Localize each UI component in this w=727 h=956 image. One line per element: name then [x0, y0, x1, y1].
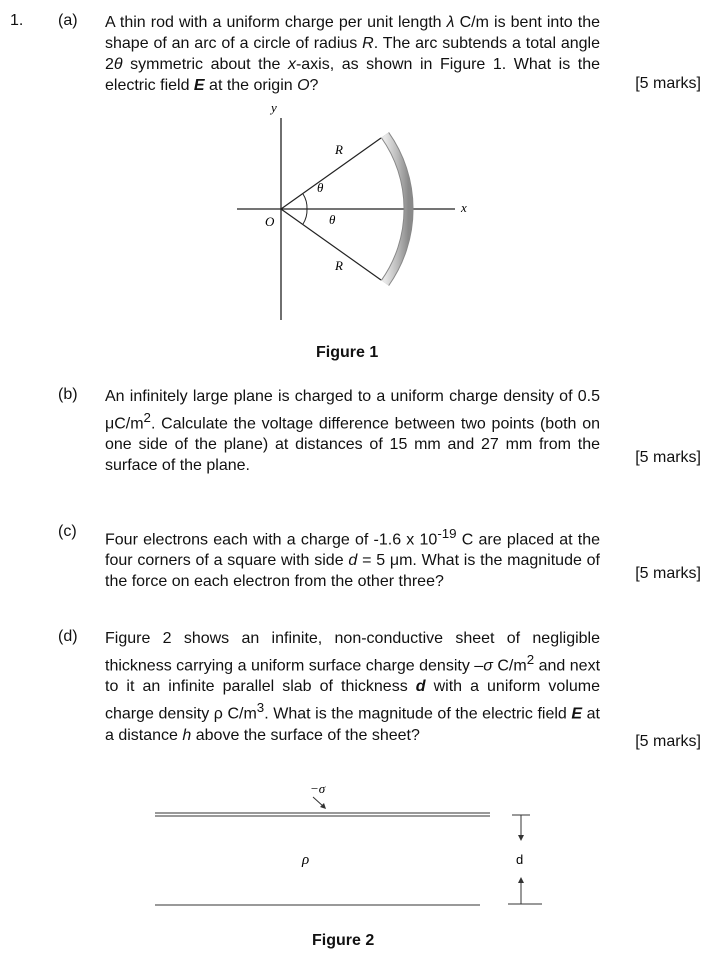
label-origin: O	[265, 214, 275, 229]
part-a-text: A thin rod with a uniform charge per unit length λ C/m is bent into the shape of an arc of a circle of radius R. The arc subtends a total angle 2θ symmetric about the x-axis, as shown in Figure 1. What is the electric field E at the origin O?	[105, 14, 600, 94]
label-theta-lower: θ	[329, 212, 336, 227]
figure-1-caption: Figure 1	[316, 344, 379, 361]
part-b-marks: [5 marks]	[635, 449, 701, 466]
radius-upper	[281, 138, 381, 209]
part-a-label: (a)	[58, 12, 78, 29]
angle-arc-upper	[303, 194, 307, 209]
part-d-text: Figure 2 shows an infinite, non-conductive sheet of negligible thickness carrying a uniform surface charge density –σ $C/m^2$ and next to it an infinite parallel slab of thickness d with a uniform volume charge density ρ $C/m^3$. What is the magnitude of the electric field E at a distance h above the surface of the sheet?	[105, 630, 601, 744]
angle-arc-lower	[303, 209, 307, 224]
label-y: y	[271, 100, 277, 115]
figure-2-caption: Figure 2	[312, 932, 375, 949]
label-rho: ρ	[302, 852, 310, 868]
label-theta-upper: θ	[317, 180, 324, 195]
label-r-upper: R	[335, 142, 343, 157]
part-c-marks: [5 marks]	[635, 565, 701, 582]
part-c-text: Four electrons each with a charge of -1.6 x $10^{-19}$ C are placed at the four corners of a square with side d = 5 μm. What is the magnitude of the force on each electron from the other three?	[105, 526, 601, 591]
part-a-marks: [5 marks]	[635, 75, 701, 92]
label-r-lower: R	[335, 258, 343, 273]
part-c-label: (c)	[58, 523, 77, 540]
part-b-label: (b)	[58, 386, 78, 403]
question-number: 1.	[10, 12, 24, 29]
part-d-marks: [5 marks]	[635, 733, 701, 750]
part-d-label: (d)	[58, 628, 78, 645]
part-b-text: An infinitely large plane is charged to a uniform charge density of 0.5 $\mu C/m^2$. Calculate the voltage difference between two points (both on one side of the plane) at distances of 15 mm and 27 mm from the surface of the plane.	[105, 388, 600, 475]
figure-1	[225, 98, 485, 328]
label-d: d	[516, 852, 524, 867]
label-x: x	[461, 200, 467, 215]
figure-2	[150, 775, 550, 915]
label-sigma: −σ	[310, 781, 326, 796]
